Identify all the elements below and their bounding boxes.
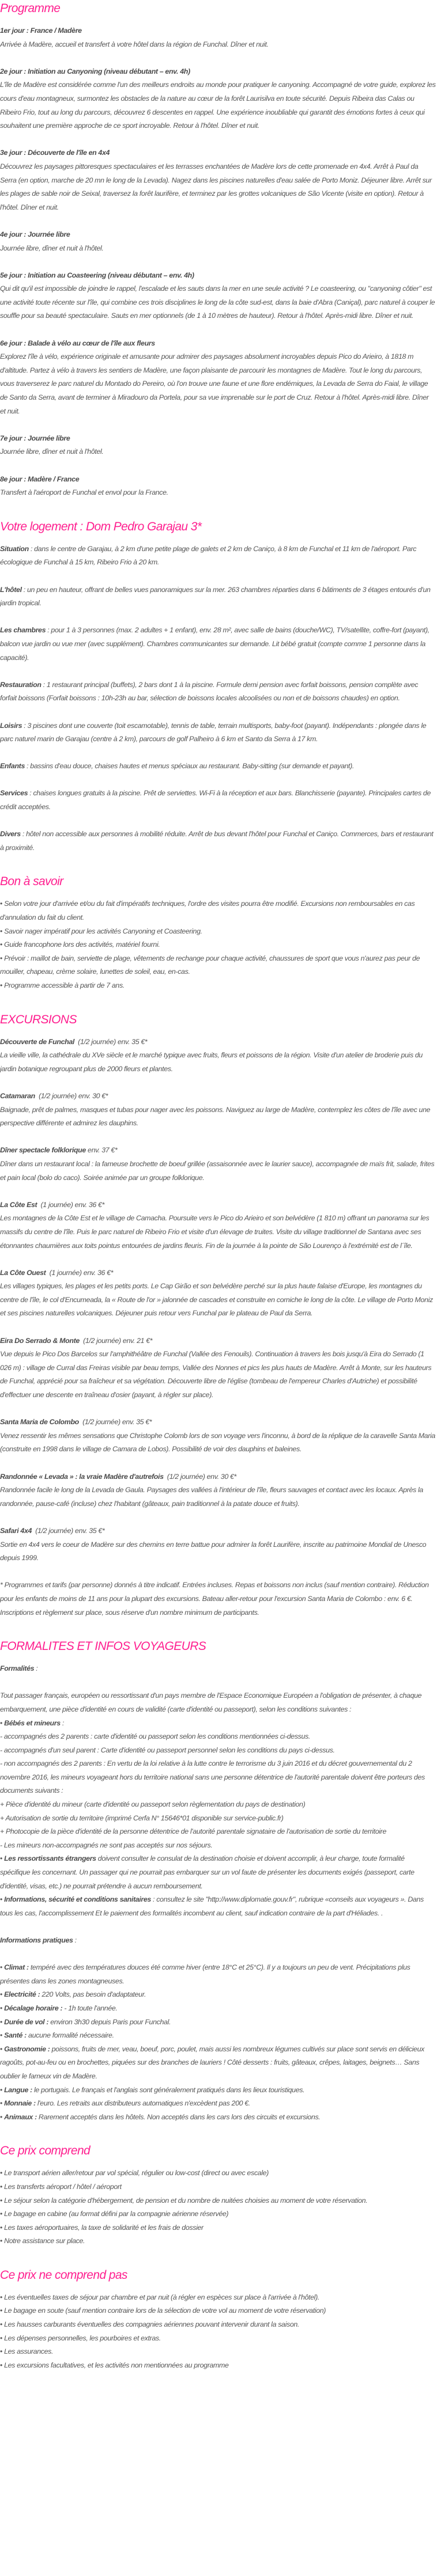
excursion-item [0,1144,436,1185]
excursion-name: La Côte Ouest [0,1268,46,1277]
prix-comprend-item: • Les transferts aéroport / hôtel / aéroport [0,2180,436,2194]
excursion-text: Venez ressentir les mêmes sensations que Christophe Colomb lors de son voyage vers l'inconnu, à bord de la réplique de la caravelle Santa Maria (construite en 1998 dans le village de Camara de Lobos). Possibilité de voir des dauphins et baleines. [0,1431,435,1454]
pratique-item [0,2029,436,2043]
formalites-section [0,1639,436,2124]
bon-a-savoir-item: • Savoir nager impératif pour les activités Canyoning et Coasteering. [0,925,436,939]
excursion-text: Sortie en 4x4 vers le coeur de Madère sur des chemins en terre battue pour admirer la forêt Laurifère, inscrite au patrimoine Mondial de Unesco depuis 1999. [0,1540,427,1562]
prix-comprend-item: • Notre assistance sur place. [0,2234,436,2248]
prix-ne-comprend-pas-section [0,2268,436,2373]
prix-exclu-item: • Les dépenses personnelles, les pourboires et extras. [0,2332,436,2346]
logement-text: : un peu en hauteur, offrant de belles vues panoramiques sur la mer. 263 chambres réparties dans 6 bâtiments de 3 étages entourés d'un jardin tropical. [0,585,431,608]
day-item [0,65,436,133]
mineurs-line: + Pièce d'identité du mineur (carte d'identité ou passeport selon règlementation du pays de destination) [0,1800,306,1809]
day-text: Transfert à l'aéroport de Funchal et envol pour la France. [0,488,168,497]
day-title: 3e jour : Découverte de l'île en 4x4 [0,149,110,157]
excursion-name: La Côte Est [0,1200,37,1209]
day-item [0,337,436,419]
logement-label: Restauration [0,680,42,689]
day-text: Arrivée à Madère, accueil et transfert à votre hôtel dans la région de Funchal. Dîner et nuit. [0,40,269,48]
logement-item [0,760,436,773]
day-title: 6e jour : Balade à vélo au cœur de l'île aux fleurs [0,339,155,347]
prix-exclu-item: • Les hausses carburants éventuelles des compagnies aériennes pouvant intervenir durant la saison. [0,2318,436,2332]
day-text: Qui dit qu'il est impossible de joindre le rappel, l'escalade et les sauts dans la mer en une seule activité ? Le coasteering, ou "canyoning côtier" est une activité toute récente sur l'île, qui combine ces trois disciplines le long de la côte sud-est, dans la baie d'Abra (Caniçal), parc naturel à couper le souffle pour sa beauté spectaculaire. Sauts en mer optionnels (de 1 à 10 mètres de hauteur). Retour à l'hôtel. Après-midi libre. Dîner et nuit. [0,284,435,320]
excursion-name: Safari 4x4 [0,1526,32,1535]
excursion-item [0,1524,436,1565]
securite-label: Informations, sécurité et conditions sanitaires [4,1895,151,1904]
pratique-text: Rarement acceptés dans les hôtels. Non acceptés dans les cars lors des circuits et excursions. [36,2112,321,2121]
day-title: 1er jour : France / Madère [0,26,82,35]
day-item [0,228,436,255]
mineurs-line: + Photocopie de la pièce d'identité de la personne détentrice de l'autorité parentale signataire de l'autorisation de sortie du territoire [0,1827,387,1836]
pratique-text: 220 Volts, pas besoin d'adaptateur. [40,1990,146,1999]
pratique-label: Santé : [4,2031,27,2040]
day-title: 2e jour : Initiation au Canyoning (niveau débutant – env. 4h) [0,67,190,75]
logement-label: Loisirs [0,721,22,730]
day-title: 4e jour : Journée libre [0,230,70,238]
excursion-name: Catamaran [0,1091,35,1100]
colon: : [73,1936,77,1944]
programme-section [0,1,436,500]
bon-a-savoir-item: • Guide francophone lors des activités, matériel fourni. [0,938,436,952]
etrangers-item [0,1852,436,1893]
excursions-note: * Programmes et tarifs (par personne) donnés à titre indicatif. Entrées incluses. Repas et boissons non inclus (sauf mention contraire). Réduction pour les enfants de moins de 11 ans pour la plupart des excursions. Bateau aller-retour pour l'excursion Santa Maria de Colombo : env. 6 €. Inscriptions et règlement sur place, sous réserve d'un nombre minimum de participants. [0,1581,429,1617]
excursion-price: (1 journée) env. 36 €* [37,1200,105,1209]
day-text: Journée libre, dîner et nuit à l'hôtel. [0,244,104,252]
day-text: Découvrez les paysages pittoresques spectaculaires et les terrasses enchantées de Madère lors de cette promenade en 4x4. Arrêt à Paul da Serra (en option, marche de 20 mn le long de la Levada). Nagez dans les piscines naturelles d'eau salée de Porto Moniz. Déjeuner libre. Arrêt sur les plages de sable noir de Seixal, traversez la forêt laurifère, et terminez par les grottes volcaniques de São Vicente (visite en option). Retour à l'hôtel. Dîner et nuit. [0,162,432,211]
prix-comprend-section [0,2143,436,2248]
prix-exclu-item: • Les excursions facultatives, et les activités non mentionnées au programme [0,2359,436,2373]
prix-comprend-heading: Ce prix comprend [0,2144,91,2158]
logement-item [0,678,436,705]
mineurs-line: - Les mineurs non-accompagnés ne sont pas acceptés sur nos séjours. [0,1841,213,1849]
etrangers-text: doivent consulter le consulat de la destination choisie et doivent accomplir, à leur charge, toute formalité spécifique les concernant. Un passager qui ne pourrait pas embarquer sur un vol faute de présenter les documents exigés (passeport, carte d'identité, visas, etc.) ne pourrait prétendre à aucun remboursement. [0,1854,415,1890]
prix-comprend-item: • Le bagage en cabine (au format défini par la compagnie aérienne réservée) [0,2207,436,2221]
pratique-item [0,2084,436,2097]
logement-item [0,719,436,746]
excursion-text: Randonnée facile le long de la Levada de Gaula. Paysages des vallées à l'intérieur de l'île, fleurs sauvages et contact avec les locaux. Après la randonnée, pause-café (incluse) chez l'habitant (gâteaux, pain traditionnel à la patate douce et fruits). [0,1486,423,1508]
prix-ne-comprend-pas-heading: Ce prix ne comprend pas [0,2268,127,2282]
etrangers-label: Les ressortissants étrangers [4,1854,96,1863]
bon-a-savoir-section [0,874,436,992]
bon-a-savoir-item: • Prévoir : maillot de bain, serviette de plage, vêtements de rechange pour chaque activité, chaussures de sport que vous n'aurez pas peur de mouiller, chapeau, crème solaire, lunettes de soleil, eau, en-cas. [0,952,436,979]
logement-text: : 1 restaurant principal (buffets), 2 bars dont 1 à la piscine. Formule demi pension avec forfait boissons, pension complète avec forfait boissons (Forfait boissons : 10h-23h au bar, sélection de boissons locales alcoolisées ou non et de boissons chaudes) en option. [0,680,419,703]
prix-comprend-item: • Le séjour selon la catégorie d'hébergement, de pension et du nombre de nuitées choisies au moment de votre réservation. [0,2194,436,2208]
excursion-text: Baignade, prêt de palmes, masques et tubas pour nager avec les poissons. Naviguez au large de Madère, contemplez les côtes de l'île avec une perspective différente et admirez les dauphins. [0,1105,431,1128]
logement-text: : bassins d'eau douce, chaises hautes et menus spéciaux au restaurant. Baby-sitting (sur demande et payant). [25,762,355,771]
logement-text: : chaises longues gratuits à la piscine. Prêt de serviettes. Wi-Fi à la réception et aux bars. Blanchisserie (payante). Principales cartes de crédit acceptées. [0,789,431,811]
programme-heading: Programme [0,2,61,15]
logement-text: : hôtel non accessible aux personnes à mobilité réduite. Arrêt de bus devant l'hôtel pour Funchal et Caniço. Commerces, bars et restaurant à proximité. [0,830,434,852]
logement-section [0,519,436,855]
mineurs-line: + Autorisation de sortie du territoire (imprimé Cerfa N° 15646*01 disponible sur service-public.fr) [0,1814,284,1822]
excursion-item [0,1470,436,1511]
securite-item [0,1893,436,1920]
excursion-name: Eira Do Serrado & Monte [0,1336,80,1345]
pratique-text: le portugais. Le français et l'anglais sont généralement pratiqués dans les lieux touristiques. [32,2085,305,2094]
day-text: Explorez l'île à vélo, expérience originale et amusante pour admirer des paysages absolument incroyables depuis Pico do Arieiro, à 1818 m d'altitude. Partez à vélo à travers les sentiers de Madère, une façon plaisante de parcourir les montagnes de Madère. Tout le long du parcours, vous traverserez le parc naturel du Montado do Pereiro, où l'on trouve une faune et une flore endémiques, la Levada de Serra do Faial, le village de Santo da Serra, avant de terminer à Miradouro da Portela, pour sa vue imprenable sur le port de Cruz. Retour à l'hôtel. Après-midi libre. Dîner et nuit. [0,352,429,415]
mineurs-line: - non accompagnés des 2 parents : En vertu de la loi relative à la lutte contre le terrorisme du 3 juin 2016 et du décret gouvernemental du 2 novembre 2016, les mineurs voyageant hors du territoire national sans une personne détentrice de l'autorité parentale doivent être porteurs des documents suivants : [0,1759,425,1795]
logement-label: Divers [0,830,21,839]
logement-item [0,828,436,855]
excursion-item [0,1035,436,1076]
excursion-text: Les montagnes de la Côte Est et le village de Camacha. Poursuite vers le Pico do Arieiro et son belvédère (1 810 m) offrant un panorama sur les massifs du centre de l'île. Puis le parc naturel de Ribeiro Frio et visite d'un élevage de truites. Visite du village traditionnel de Santana avec ses étonnantes chaumières aux toits pointus entourées de jardins fleuris. Fin de la journée à la pointe de São Lourenço à l'extrémité est de l´île. [0,1214,430,1250]
pratique-text: aucune formalité nécessaire. [26,2031,114,2040]
day-text: Journée libre, dîner et nuit à l'hôtel. [0,447,104,456]
pratique-label: Langue : [4,2085,32,2094]
pratique-item [0,2016,436,2029]
pratique-text: environ 3h30 depuis Paris pour Funchal. [48,2017,171,2026]
day-item [0,24,436,51]
logement-item [0,787,436,814]
excursion-item [0,1416,436,1456]
logement-label: Services [0,789,28,798]
pratique-item [0,2097,436,2111]
securite-text: : consultez le site "http://www.diplomatie.gouv.fr", rubrique «conseils aux voyageurs ». Dans tous les cas, l'accomplissement Et le paiement des formalités incombent au client, sauf indication contraire de la part d'Héliades. . [0,1895,424,1917]
bon-a-savoir-item: • Programme accessible à partir de 7 ans. [0,979,436,993]
colon: : [34,1664,38,1673]
logement-text: : pour 1 à 3 personnes (max. 2 adultes + 1 enfant), env. 28 m², avec salle de bains (douche/WC), TV/satellite, coffre-fort (payant), balcon vue jardin ou vue mer (avec supplément). Chambres communicantes sur demande. Lit bébé gratuit (compte comme 1 personne dans la capacité). [0,626,430,662]
bon-a-savoir-item: • Selon votre jour d'arrivée et/ou du fait d'impératifs techniques, l'ordre des visites pourra être modifié. Excursions non remboursables en cas d'annulation du fait du client. [0,897,436,924]
logement-label: Les chambres [0,626,46,635]
pratique-label: Climat : [4,1963,29,1972]
logement-text: : dans le centre de Garajau, à 2 km d'une petite plage de galets et 2 km de Caniço, à 8 km de Funchal et 11 km de l'aéroport. Parc écologique de Funchal à 15 km, Ribeiro Frio à 20 km. [0,544,417,567]
excursion-name: Découverte de Funchal [0,1037,74,1046]
formalites-heading: FORMALITES ET INFOS VOYAGEURS [0,1640,206,1653]
formalites-label: Formalités [0,1664,35,1673]
logement-text: : 3 piscines dont une couverte (toit escamotable), tennis de table, terrain multisports, baby-foot (payant). Indépendants : plongée dans le parc naturel marin de Garajau (centre à 2 km), parcours de golf Palheiro à 6 km et Santo da Serra à 17 km. [0,721,427,743]
pratique-item [0,1961,436,1988]
logement-label: Situation [0,544,29,553]
pratique-item [0,2043,436,2084]
day-item [0,269,436,323]
day-title: 5e jour : Initiation au Coasteering (niveau débutant – env. 4h) [0,271,194,279]
pratique-label: Animaux : [4,2112,37,2121]
pratique-text: - 1h toute l'année. [62,2004,118,2012]
excursion-text: La vieille ville, la cathédrale du XVe siècle et le marché typique avec fruits, fleurs et poissons de la région. Visite d'un atelier de broderie puis du jardin botanique regroupant plus de 2000 fleurs et plantes. [0,1051,423,1073]
excursions-heading: EXCURSIONS [0,1012,77,1026]
pratique-label: Durée de vol : [4,2017,49,2026]
excursion-name: Santa Maria de Colombo [0,1418,79,1427]
excursion-price: (1/2 journée) env. 35 €* [78,1418,152,1427]
prix-comprend-item: • Le transport aérien aller/retour par vol spécial, régulier ou low-cost (direct ou avec escale) [0,2167,436,2180]
excursion-name: Dîner spectacle folklorique [0,1146,86,1155]
logement-label: Enfants [0,762,25,771]
pratique-item [0,1988,436,2002]
prix-exclu-item: • Les éventuelles taxes de séjour par chambre et par nuit (à régler en espèces sur place à l'arrivée à l'hôtel). [0,2291,436,2305]
pratique-text: l'euro. Les retraits aux distributeurs automatiques n'excèdent pas 200 €. [35,2099,250,2108]
pratique-text: tempéré avec des températures douces été comme hiver (entre 18°C et 25°C). Il y a toujours un peu de vent. Précipitations plus présentes dans les zones montagneuses. [0,1963,410,1985]
bebes-label: Bébés et mineurs [4,1718,61,1727]
excursion-text: Vue depuis le Pico Dos Barcelos sur l'amphithéâtre de Funchal (Vallée des Fenouils). Continuation à travers les bois jusqu'à Eira do Serrado (1 026 m) : village de Curral das Freiras visible par beau temps, Vallée des Nonnes et pics les plus hauts de Madère. Arrêt à Monte, sur les hauteurs de Funchal, apprécié pour sa fraîcheur et sa végétation. Découverte libre de l'église (tombeau de l'empereur Charles d'Autriche) et possibilité d'effectuer une descente en traîneau d'osier (payant, à régler sur place). [0,1350,432,1399]
logement-label: L'hôtel [0,585,22,594]
logement-item [0,542,436,570]
excursion-price: (1/2 journée) env. 30 €* [35,1091,108,1100]
bon-a-savoir-heading: Bon à savoir [0,875,63,889]
prix-exclu-item: • Le bagage en soute (sauf mention contraire lors de la sélection de votre vol au moment de votre réservation) [0,2304,436,2318]
logement-item [0,624,436,665]
prix-comprend-item: • Les taxes aéroportuaires, la taxe de solidarité et les frais de dossier [0,2221,436,2235]
mineurs-line: - accompagnés d'un seul parent : Carte d'identité ou passeport personnel selon les conditions du pays ci-dessus. [0,1746,335,1754]
mineurs-line: - accompagnés des 2 parents : carte d'identité ou passeport selon les conditions mentionnées ci-dessus. [0,1732,310,1741]
excursion-item [0,1198,436,1253]
excursion-item [0,1266,436,1321]
excursion-item [0,1334,436,1402]
excursion-price: (1/2 journée) env. 30 €* [163,1472,236,1481]
excursion-price: (1 journée) env. 36 €* [46,1268,114,1277]
prix-exclu-item: • Les assurances. [0,2345,436,2359]
colon: : [60,1718,64,1727]
day-item [0,146,436,214]
excursion-price: (1/2 journée) env. 21 €* [79,1336,153,1345]
day-text: L'île de Madère est considérée comme l'un des meilleurs endroits au monde pour pratiquer le canyoning. Accompagné de votre guide, explorez les cours d'eau montagneux, surmontez les obstacles de la nature au cœur de la forêt Laurisilva en toute sécurité. Depuis Ribeira das Calas ou Ribeiro Frio, tout au long du parcours, découvrez 6 descentes en rappel. Une expérience inoubliable qui garantit des émotions fortes à ceux qui souhaitent une première approche de ce sport incroyable. Retour à l'hôtel. Dîner et nuit. [0,81,436,130]
day-title: 8e jour : Madère / France [0,475,80,483]
pratique-text: poissons, fruits de mer, veau, boeuf, porc, poulet, mais aussi les nombreux légumes cultivés sur place sont servis en délicieux ragoûts, pot-au-feu ou en brochettes, piquées sur des branches de lauriers ! Côté desserts : fruits, gâteaux, crêpes, laitages, beignets… Sans oublier le fameux vin de Madère. [0,2044,424,2080]
excursion-text: Dîner dans un restaurant local : la fameuse brochette de boeuf grillée (assaisonnée avec le laurier sauce), accompagnée de maïs frit, salade, frites et pain local (bolo do caco). Soirée animée par un groupe folklorique. [0,1159,435,1182]
logement-heading: Votre logement : Dom Pedro Garajau 3* [0,519,202,533]
excursion-text: Les villages typiques, les plages et les petits ports. Le Cap Girão et son belvédère perché sur la plus haute falaise d'Europe, les montagnes du centre de l'île, le col d'Encumeada, la « Route de l'or » jalonnée de cascades et construite en corniche le long de la côte. Le village de Porto Moniz et ses piscines naturelles volcaniques. Déjeuner puis retour vers Funchal par le plateau de Paul da Serra. [0,1282,433,1318]
formalites-intro: Tout passager français, européen ou ressortissant d'un pays membre de l'Espace Economique Européen a l'obligation de présenter, à chaque embarquement, une pièce d'identité en cours de validité (carte d'identité ou passeport), selon les conditions suivantes : [0,1691,422,1713]
page [0,1,437,2372]
day-item [0,432,436,459]
pratiques-label: Informations pratiques [0,1936,73,1944]
logement-item [0,583,436,610]
pratique-label: Gastronomie : [4,2044,50,2053]
excursions-section [0,1012,436,1620]
excursion-name: Randonnée « Levada » : la vraie Madère d'autrefois [0,1472,164,1481]
pratique-label: Monnaie : [4,2099,36,2108]
pratique-item [0,2111,436,2124]
excursion-price: (1/2 journée) env. 35 €* [74,1037,148,1046]
excursion-item [0,1090,436,1130]
day-title: 7e jour : Journée libre [0,434,70,442]
pratique-label: Electricité : [4,1990,40,1999]
pratique-label: Décalage horaire : [4,2004,63,2012]
day-item [0,473,436,500]
pratique-item [0,2002,436,2016]
excursion-price: (1/2 journée) env. 35 €* [32,1526,105,1535]
excursion-price: env. 37 €* [85,1146,118,1155]
